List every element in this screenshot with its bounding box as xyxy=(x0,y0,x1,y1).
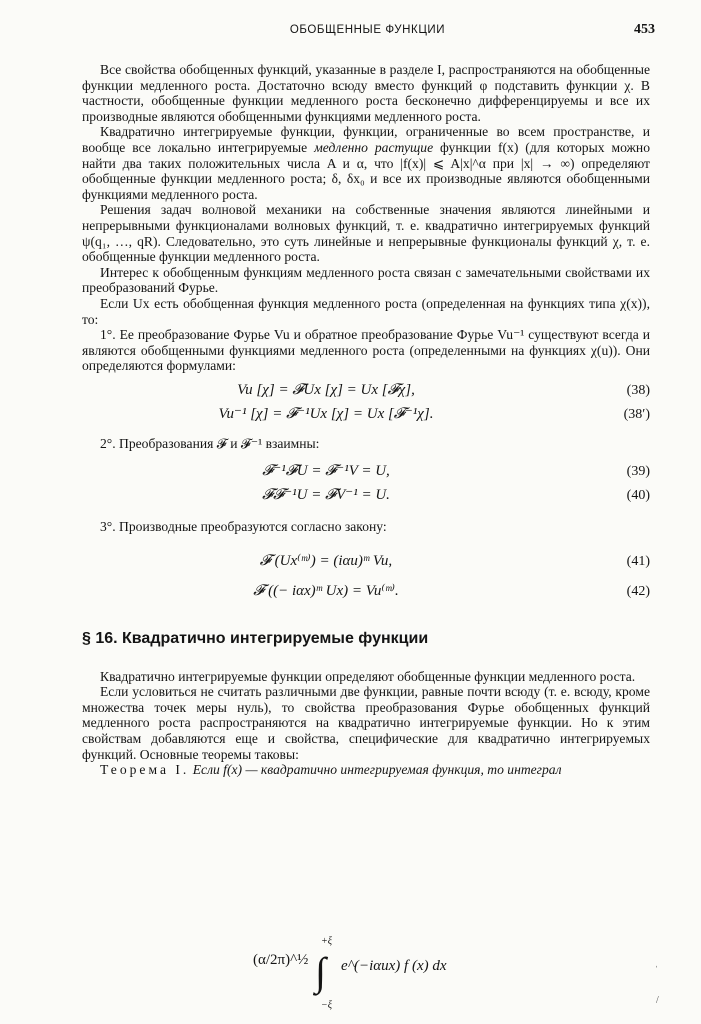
integral-integrand: e^(−iαux) f (x) dx xyxy=(341,958,447,974)
paragraph-9: Квадратично интегрируемые функции определяют обобщенные функции медленного роста. xyxy=(100,668,636,684)
integral-sign-icon: ∫ xyxy=(315,949,326,994)
theorem-label: Теорема I. xyxy=(100,762,190,778)
paragraph-2 xyxy=(82,124,650,202)
equation-formula: Vu⁻¹ [χ] = 𝓕⁻¹Ux [χ] = Ux [𝓕⁻¹χ]. xyxy=(218,405,434,422)
integral-lower-limit: −ξ xyxy=(321,1000,333,1011)
equation-41 xyxy=(82,551,650,575)
integral-formula xyxy=(245,936,465,1011)
equation-number: (38) xyxy=(626,382,650,398)
equation-formula: Vu [χ] = 𝓕Ux [χ] = Ux [𝓕χ], xyxy=(237,381,415,398)
running-header xyxy=(80,22,655,42)
equation-formula: 𝓕⁻¹𝓕U = 𝓕⁻¹V = U, xyxy=(262,463,390,480)
integral-coefficient: (α/2π)^½ xyxy=(253,952,309,968)
equation-number: (41) xyxy=(626,554,650,570)
equation-formula: 𝓕𝓕⁻¹U = 𝓕V⁻¹ = U. xyxy=(262,487,390,504)
theorem-text: Если f(x) — квадратично интегрируемая функция, то интеграл xyxy=(189,762,562,778)
section-heading: § 16. Квадратично интегрируемые функции xyxy=(82,630,429,648)
paragraph-2-part-b: функции f(x) (для которых можно найти два таких положительных числа A и α, что |f(x)| ⩽ A|x|^α при |x| → ∞) определяют обобщенные функции медленного роста; δ, δx₀ и все их производные являются обобщенными функциями медленного роста. xyxy=(82,139,650,202)
paragraph-1: Все свойства обобщенных функций, указанные в разделе I, распространяются на обобщенные функции медленного роста. Достаточно всюду вместо функций φ подставить функции χ. В частности, обобщенные функции медленного роста бесконечно дифференцируемы и все их производные являются обобщенными функциями медленного роста. xyxy=(82,62,650,124)
equation-formula: 𝓕 (Ux⁽ᵐ⁾) = (iαu)ᵐ Vu, xyxy=(259,553,393,570)
paragraph-3: Решения задач волновой механики на собственные значения являются линейными и непрерывными функционалами волновых функций, т. е. квадратично интегрируемых функций ψ(q₁, …, qR). Следовательно, это суть линейные и непрерывные функционалы функций χ, т. е. обобщенные функции медленного роста. xyxy=(82,202,650,265)
paragraph-10: Если условиться не считать различными две функции, равные почти всюду (т. е. всюду, кроме множества точек меры нуль), то свойства преобразования Фурье обобщенных функций медленного роста распространяются на квадратично интегрируемые функции. Но к этим свойствам добавляются еще и свойства, специфические для квадратично интегрируемых функций. Основные теоремы таковы: xyxy=(82,684,650,762)
running-title: ОБОБЩЕННЫЕ ФУНКЦИИ xyxy=(289,24,446,36)
integral-upper-limit: +ξ xyxy=(321,936,333,947)
page-number: 453 xyxy=(634,22,655,37)
equation-38 xyxy=(82,380,650,404)
equation-number: (39) xyxy=(626,464,650,480)
paragraph-2-emphasis: медленно растущие xyxy=(314,139,434,155)
paragraph-7: 2°. Преобразования 𝓕 и 𝓕⁻¹ взаимны: xyxy=(100,435,320,451)
equation-number: (42) xyxy=(626,584,650,600)
equation-number: (38′) xyxy=(623,406,650,422)
margin-mark-icon: / xyxy=(656,995,659,1006)
equation-39 xyxy=(82,461,650,485)
theorem-1 xyxy=(82,762,650,778)
equation-42 xyxy=(82,581,650,605)
paragraph-2-part-a: Квадратично интегрируемые функции, функции, ограниченные во всем пространстве, и вообще все локально интегрируемые xyxy=(82,124,650,155)
main-text xyxy=(82,62,650,778)
margin-mark-icon: ˈ xyxy=(655,965,659,976)
equation-formula: 𝓕 ((− iαx)ᵐ Ux) = Vu⁽ᵐ⁾. xyxy=(253,583,399,600)
equation-38-prime xyxy=(82,404,650,428)
paragraph-5: Если Ux есть обобщенная функция медленного роста (определенная на функциях типа χ(x)), то: xyxy=(82,295,650,327)
equation-40 xyxy=(82,485,650,509)
paragraph-4: Интерес к обобщенным функциям медленного роста связан с замечательными свойствами их преобразований Фурье. xyxy=(82,264,650,296)
equation-number: (40) xyxy=(626,488,650,504)
paragraph-6: 1°. Ее преобразование Фурье Vu и обратное преобразование Фурье Vu⁻¹ существуют всегда и являются обобщенными функциями медленного роста (определенными на функциях χ(u)). Они определяются формулами: xyxy=(82,327,650,374)
paragraph-8: 3°. Производные преобразуются согласно закону: xyxy=(100,519,387,535)
